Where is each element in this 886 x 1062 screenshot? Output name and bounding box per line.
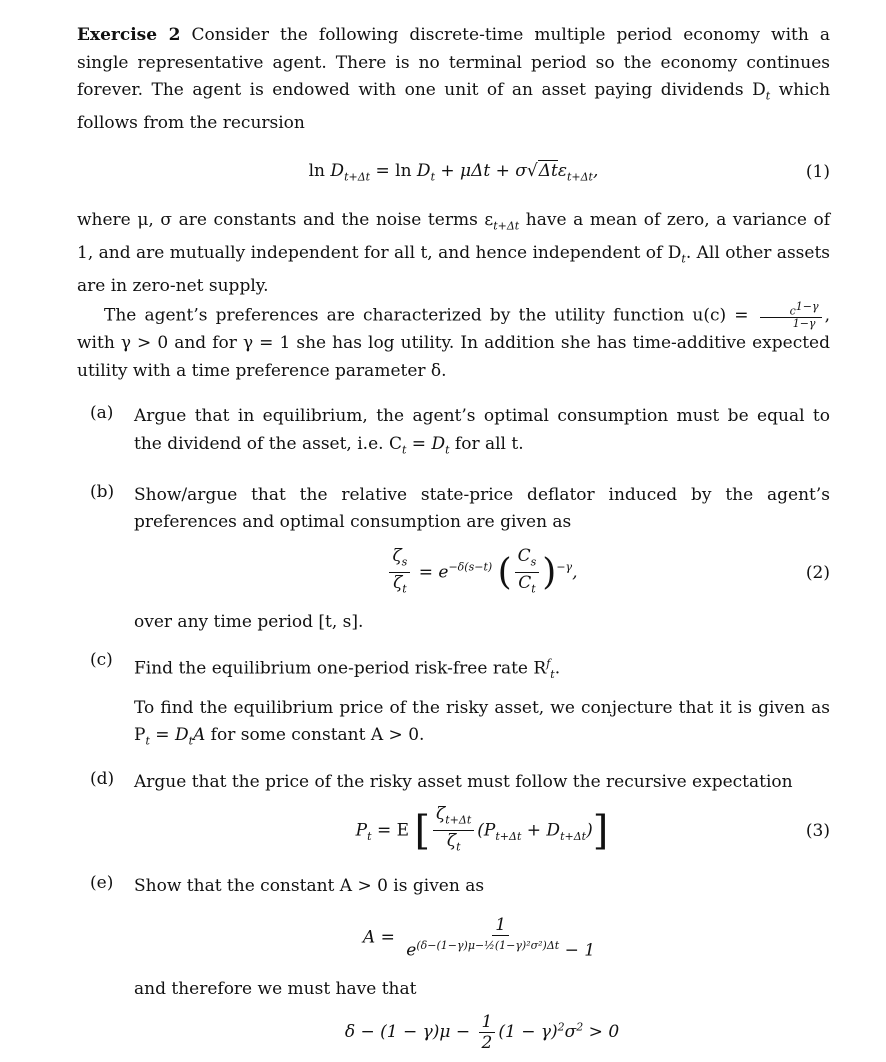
part-d: [77, 769, 830, 865]
equation-condition: δ − (1 − γ)μ − $\frac{1}{2}$ $(1 - \gamma)^2\sigma^2 > 0$: [344, 1012, 620, 1054]
part-c-label: (c): [90, 650, 113, 671]
preferences-paragraph: The agent’s preferences are characterized by the utility function u(c) = $\frac{c^{1-\gamma}}{1-\gamma}$ , with γ > 0 and for γ = 1 she has log utility. In addition she has time-additive expected utility with a time preference parameter δ.: [77, 299, 830, 381]
intro-text: Consider the following discrete-time multiple period economy with a single representative agent. There is no terminal period so the economy continues forever. The agent is endowed with one unit of an asset paying dividends D: [77, 25, 830, 100]
part-d-label: (d): [90, 769, 115, 790]
equation-2-number: (2): [805, 562, 830, 583]
equation-2: $\frac{\zeta_s}{\zeta_t}$ = $e^{-\delta(s-t)}$ ( $\frac{C_s}{C_t}$ )$^{-\gamma}$, (2): [134, 537, 830, 609]
exercise-intro: Exercise 2 Consider the following discrete-time multiple period economy with a single representative agent. There is no terminal period so the economy continues forever. The agent is endowed with one unit of an asset paying dividends $D_t$ which follows from the recursion: [77, 25, 831, 133]
part-b: [77, 482, 830, 637]
equation-A: A = $\frac{1}{e^{(\delta-(1-\gamma)\mu-\frac{1}{2}(1-\gamma)^2\sigma^2)\Delta t} - 1}$: [362, 915, 596, 961]
exercise-label: Exercise 2: [77, 25, 181, 45]
part-c: (c) Find the equilibrium one-period risk-free rate $R^f_t$. To find the equilibrium price of the risky asset, we conjecture that it is given as $P_t = D_tA$ for some constant A > 0.: [77, 650, 830, 755]
intro-tail: which follows from the recursion: [77, 80, 831, 133]
part-a: (a) Argue that in equilibrium, the agent’s optimal consumption must be equal to the dividend of the asset, i.e. $C_t = D_t$ for all t.: [77, 403, 830, 463]
part-e-text: Show that the constant A > 0 is given as: [134, 875, 485, 896]
part-e-after: and therefore we must have that: [134, 979, 417, 1000]
part-d-text: Argue that the price of the risky asset must follow the recursive expectation: [134, 772, 793, 793]
equation-1: $\ln D_{t+\Delta t} = \ln D_t + \mu\Delta t + \sigma√\Delta t\varepsilon_{t+\Delta t}$, (1): [308, 161, 830, 184]
part-b-after: over any time period [t, s].: [134, 611, 364, 632]
exercise-page: [77, 22, 830, 1062]
part-e: [77, 873, 830, 1062]
equation-3: $P_t = E$ [ $\frac{\zeta_{t+\Delta t}}{\zeta_t}$ $(P_{t+\Delta t} + D_{t+\Delta t})$] (3): [355, 803, 830, 854]
part-e-label: (e): [90, 872, 114, 893]
noise-description: where μ, σ are constants and the noise terms $\varepsilon_{t+\Delta t}$ have a mean of zero, a variance of 1, and are mutually independent for all t, and hence independent of $D_t$. All other assets are in zero-net supply.: [77, 210, 831, 297]
equation-1-number: (1): [805, 162, 830, 183]
part-a-label: (a): [90, 403, 114, 424]
part-b-label: (b): [90, 481, 115, 502]
equation-3-number: (3): [805, 820, 830, 841]
part-b-text: Show/argue that the relative state-price deflator induced by the agent’s preferences and optimal consumption are given as: [134, 484, 830, 533]
